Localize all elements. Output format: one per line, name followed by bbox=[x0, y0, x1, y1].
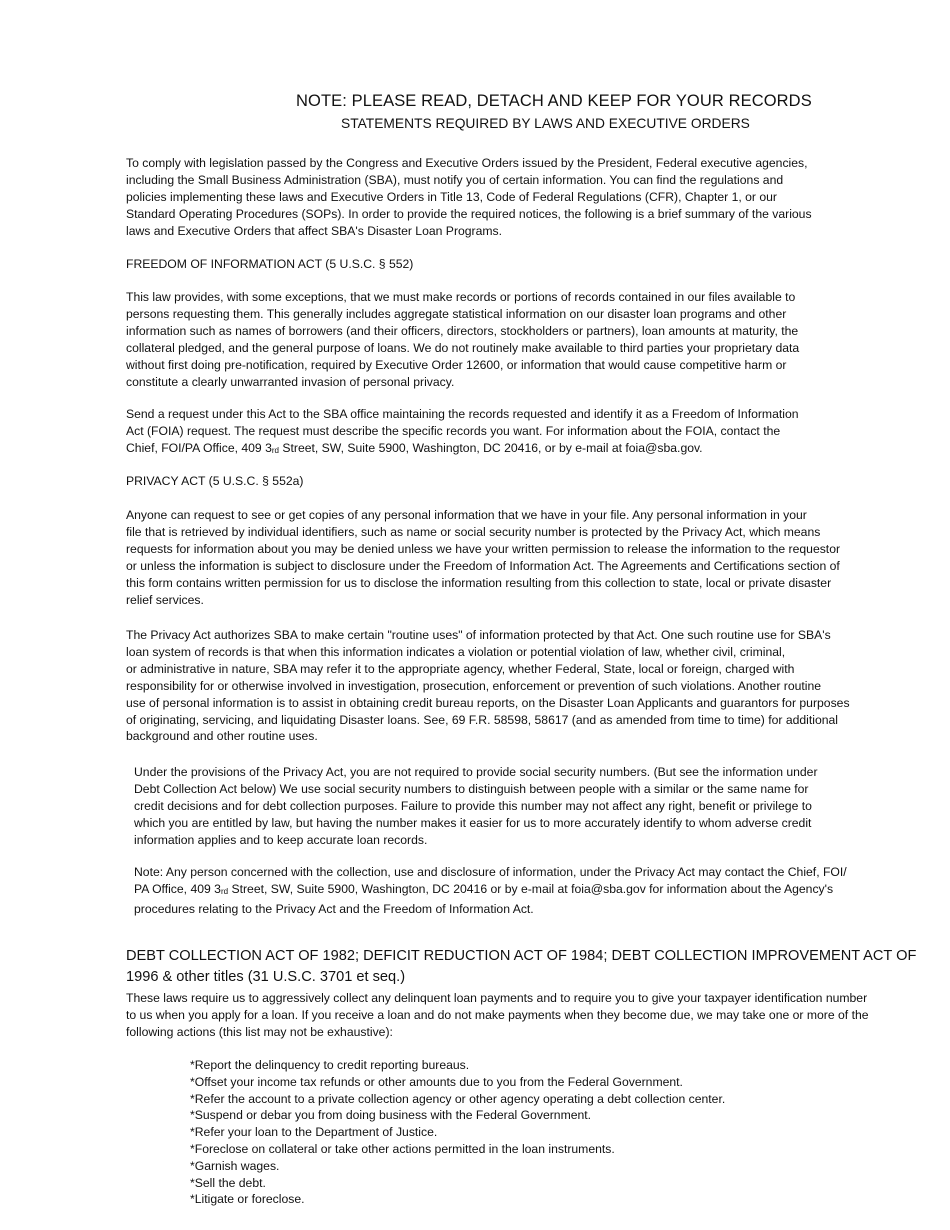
text-line: procedures relating to the Privacy Act and the Freedom of Information Act. bbox=[134, 901, 534, 916]
text-line: Send a request under this Act to the SBA office maintaining the records requested and identify it as a Freedom of Information bbox=[126, 407, 799, 421]
text-line: policies implementing these laws and Executive Orders in Title 13, Code of Federal Regulations (CFR), Chapter 1, or our bbox=[126, 189, 777, 204]
text-line: including the Small Business Administration (SBA), must notify you of certain information. You can find the regulations and bbox=[126, 172, 784, 187]
list-item: *Foreclose on collateral or take other actions permitted in the loan instruments. bbox=[190, 1141, 615, 1156]
privacy-note-paragraph bbox=[134, 864, 847, 918]
privacy-act-heading: PRIVACY ACT (5 U.S.C. § 552a) bbox=[126, 474, 304, 488]
text-line: this form contains written permission for us to disclose the information resulting from this collection to state, local or private disaster bbox=[126, 575, 832, 590]
ordinal-suffix: rd bbox=[220, 886, 229, 896]
list-item: *Report the delinquency to credit reporting bureaus. bbox=[190, 1058, 470, 1072]
debt-collection-heading: DEBT COLLECTION ACT OF 1982; DEFICIT REDUCTION ACT OF 1984; DEBT COLLECTION IMPROVEMENT ACT OF 1996 & other titles (31 U.S.C. 3701 et seq.) bbox=[126, 948, 917, 985]
list-item: *Litigate or foreclose. bbox=[190, 1192, 305, 1207]
list-item: *Suspend or debar you from doing business with the Federal Government. bbox=[190, 1108, 592, 1123]
list-item: *Garnish wages. bbox=[190, 1158, 280, 1173]
text-line: persons requesting them. This generally includes aggregate statistical information on our disaster loan programs and other bbox=[126, 306, 787, 321]
text-line: Act (FOIA) request. The request must describe the specific records you want. For information about the FOIA, contact the bbox=[126, 423, 781, 438]
text-line: information applies and to keep accurate loan records. bbox=[134, 832, 428, 847]
text-line: Debt Collection Act below) We use social security numbers to distinguish between people with a similar or the same name for bbox=[134, 781, 809, 796]
text-line: of originating, servicing, and liquidating Disaster loans. See, 69 F.R. 58598, 58617 (and as amended from time to time) for additional bbox=[126, 712, 839, 727]
list-item: *Offset your income tax refunds or other amounts due to you from the Federal Government. bbox=[190, 1074, 683, 1089]
text-line: The Privacy Act authorizes SBA to make certain "routine uses" of information protected by that Act. One such routine use for SBA's bbox=[126, 628, 831, 642]
text-line: constitute a clearly unwarranted invasion of personal privacy. bbox=[126, 374, 455, 389]
routine-uses-paragraph bbox=[126, 627, 850, 745]
text-line: or administrative in nature, SBA may refer it to the appropriate agency, whether Federal, State, local or foreign, charged with bbox=[126, 661, 795, 676]
text-line: following actions (this list may not be exhaustive): bbox=[126, 1024, 393, 1039]
text-line: Anyone can request to see or get copies of any personal information that we have in your file. Any personal information in your bbox=[126, 508, 807, 522]
text-line: These laws require us to aggressively collect any delinquent loan payments and to require you to give your taxpayer identification number bbox=[126, 991, 868, 1005]
text-line: background and other routine uses. bbox=[126, 729, 318, 744]
page-subtitle: STATEMENTS REQUIRED BY LAWS AND EXECUTIVE ORDERS bbox=[341, 116, 750, 131]
text-line: information such as names of borrowers (and their officers, directors, stockholders or partners), loan amounts at maturity, the bbox=[126, 323, 799, 338]
ordinal-suffix: rd bbox=[271, 445, 279, 455]
text-line: Chief, FOI/PA Office, 409 $3_{rd}$ Street, SW, Suite 5900, Washington, DC 20416, or by e-mail at foia@sba.gov. bbox=[126, 440, 703, 455]
text-line: relief services. bbox=[126, 592, 204, 607]
page-title: NOTE: PLEASE READ, DETACH AND KEEP FOR YOUR RECORDS bbox=[296, 92, 812, 110]
text-line: use of personal information is to assist in obtaining credit bureau reports, on the Disaster Loan Applicants and guarantors for purposes bbox=[126, 695, 850, 710]
list-item: *Refer your loan to the Department of Justice. bbox=[190, 1125, 438, 1140]
text-line: laws and Executive Orders that affect SBA's Disaster Loan Programs. bbox=[126, 223, 503, 238]
text-line: which you are entitled by law, but having the number makes it easier for us to more accurately identify to whom adverse credit bbox=[134, 815, 812, 830]
ssn-paragraph bbox=[134, 764, 818, 849]
text-line: loan system of records is that when this information indicates a violation or potential violation of law, whether civil, criminal, bbox=[126, 644, 786, 659]
text-line: collateral pledged, and the general purpose of loans. We do not routinely make available to third parties your proprietary data bbox=[126, 340, 800, 355]
text-line: requests for information about you may be denied unless we have your written permission to release the information to the requestor bbox=[126, 541, 841, 556]
text-line: PA Office, 409 $3_{rd}$ Street, SW, Suite 5900, Washington, DC 20416 or by e-mail at foia@sba.gov for information about the Agency's bbox=[134, 881, 834, 896]
text-line: To comply with legislation passed by the Congress and Executive Orders issued by the President, Federal executive agencies, bbox=[126, 156, 808, 170]
foia-paragraph bbox=[126, 289, 799, 390]
text-line: This law provides, with some exceptions, that we must make records or portions of records contained in our files available to bbox=[126, 290, 796, 304]
foia-request-paragraph bbox=[126, 406, 799, 460]
text-line: file that is retrieved by individual identifiers, such as name or social security number is protected by the Privacy Act, which means bbox=[126, 524, 821, 539]
foia-heading: FREEDOM OF INFORMATION ACT (5 U.S.C. § 552) bbox=[126, 257, 414, 271]
privacy-paragraph bbox=[126, 507, 840, 608]
text-line: or unless the information is subject to disclosure under the Freedom of Information Act. The Agreements and Certifications section of bbox=[126, 558, 840, 573]
list-item: *Sell the debt. bbox=[190, 1175, 266, 1190]
debt-collection-paragraph bbox=[126, 990, 869, 1041]
text-line: without first doing pre-notification, required by Executive Order 12600, or information that would cause competitive harm or bbox=[126, 357, 787, 372]
intro-paragraph bbox=[126, 155, 812, 240]
text-line: to us when you apply for a loan. If you receive a loan and do not make payments when they become due, we may take one or more of the bbox=[126, 1007, 869, 1022]
text-line: Standard Operating Procedures (SOPs). In order to provide the required notices, the following is a brief summary of the various bbox=[126, 206, 812, 221]
text-line: Note: Any person concerned with the collection, use and disclosure of information, under the Privacy Act may contact the Chief, FOI/ bbox=[134, 865, 847, 879]
text-line: Under the provisions of the Privacy Act, you are not required to provide social security numbers. (But see the information under bbox=[134, 765, 818, 779]
text-line: credit decisions and for debt collection purposes. Failure to provide this number may not affect any right, benefit or privilege to bbox=[134, 798, 812, 813]
text-line: responsibility for or otherwise involved in investigation, prosecution, enforcement or prevention of such violations. Another routine bbox=[126, 678, 822, 693]
list-item: *Refer the account to a private collection agency or other agency operating a debt collection center. bbox=[190, 1091, 726, 1106]
collection-actions-list bbox=[190, 1057, 725, 1208]
